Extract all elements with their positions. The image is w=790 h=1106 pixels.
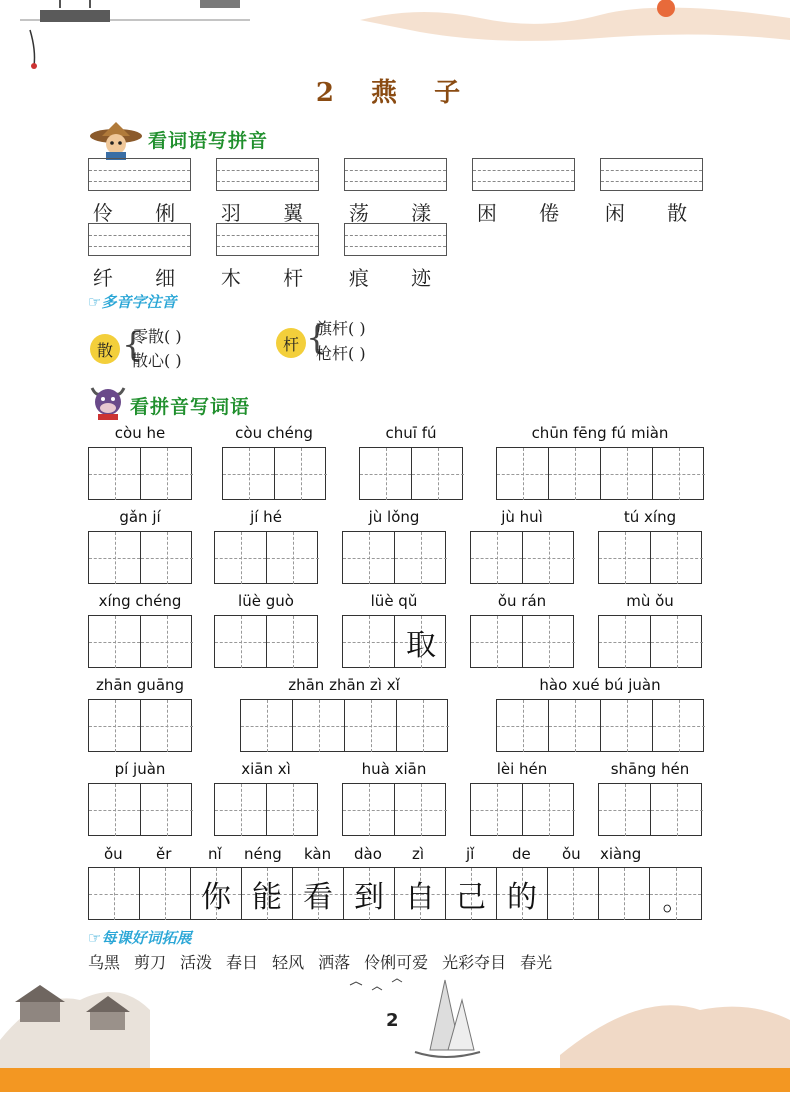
subsection-extension: ☞每课好词拓展 <box>88 929 192 947</box>
section-title-write-pinyin: 看词语写拼音 <box>148 130 269 152</box>
grid-guide <box>599 642 650 643</box>
guide-line <box>601 181 702 182</box>
character-grid <box>88 783 192 836</box>
pinyin-prompt: jí hé <box>250 508 282 526</box>
subsection-polyphone: ☞多音字注音 <box>88 293 177 311</box>
grid-cell[interactable] <box>215 532 267 584</box>
grid-guide <box>343 642 394 643</box>
grid-cell[interactable] <box>497 700 549 752</box>
grid-cell[interactable] <box>343 616 395 668</box>
grid-cell[interactable] <box>523 616 575 668</box>
guide-line <box>345 235 446 236</box>
grid-cell[interactable] <box>141 532 193 584</box>
pinyin-prompt: còu chéng <box>235 424 313 442</box>
grid-guide <box>548 894 598 895</box>
character-grid <box>598 615 702 668</box>
guide-line <box>217 170 318 171</box>
grid-guide <box>141 558 193 559</box>
grid-guide <box>89 894 139 895</box>
grid-cell[interactable] <box>523 532 575 584</box>
grid-cell[interactable] <box>343 532 395 584</box>
grid-cell[interactable] <box>223 448 275 500</box>
grid-cell[interactable] <box>293 868 344 920</box>
grid-cell[interactable] <box>601 448 653 500</box>
grid-cell[interactable] <box>140 868 191 920</box>
guide-line <box>217 181 318 182</box>
section-title-write-words: 看拼音写词语 <box>130 396 251 418</box>
polyphone-char-2: 杆 <box>276 328 306 358</box>
grid-cell[interactable] <box>141 616 193 668</box>
grid-guide <box>267 810 319 811</box>
grid-guide <box>601 726 652 727</box>
polyphone-1b[interactable]: 散心( ) <box>132 351 182 370</box>
pinyin-prompt: còu he <box>114 424 166 442</box>
sentence-pinyin: néng <box>244 845 282 863</box>
polyphone-char-1: 散 <box>90 334 120 364</box>
grid-cell[interactable] <box>497 868 548 920</box>
grid-guide <box>523 558 575 559</box>
grid-guide <box>89 558 140 559</box>
grid-guide <box>241 726 292 727</box>
character-grid <box>359 447 463 500</box>
polyphone-1a[interactable]: 零散( ) <box>132 327 182 346</box>
grid-cell[interactable] <box>344 868 395 920</box>
vocab-word: 羽 翼 <box>220 201 322 225</box>
character-grid <box>88 699 192 752</box>
guide-line <box>473 170 574 171</box>
pinyin-answer-box[interactable] <box>344 158 447 191</box>
pinyin-answer-box[interactable] <box>472 158 575 191</box>
pinyin-prompt: lèi hén <box>496 760 548 778</box>
pinyin-answer-box[interactable] <box>600 158 703 191</box>
guide-line <box>345 181 446 182</box>
mascot-bull-icon <box>88 382 128 420</box>
grid-guide <box>653 474 705 475</box>
grid-guide <box>549 726 600 727</box>
sentence-pinyin: xiàng <box>600 845 642 863</box>
grid-cell[interactable] <box>191 868 242 920</box>
grid-cell[interactable] <box>446 868 497 920</box>
grid-cell[interactable] <box>267 784 319 836</box>
grid-cell[interactable] <box>653 700 705 752</box>
character-grid <box>598 783 702 836</box>
grid-guide <box>471 642 522 643</box>
character-grid <box>88 615 192 668</box>
sentence-pinyin: jǐ <box>466 845 475 863</box>
grid-guide <box>89 642 140 643</box>
extension-word: 伶俐可爱 <box>364 953 429 972</box>
pinyin-prompt: xiān xì <box>241 760 291 778</box>
pinyin-prompt: chuī fú <box>385 424 437 442</box>
vocab-word: 困 倦 <box>476 201 578 225</box>
grid-cell[interactable] <box>549 448 601 500</box>
grid-cell[interactable] <box>601 700 653 752</box>
pinyin-prompt: gǎn jí <box>119 508 161 526</box>
grid-guide <box>523 810 575 811</box>
pinyin-prompt: ǒu rán <box>497 592 547 610</box>
character-grid <box>88 447 192 500</box>
grid-cell[interactable] <box>653 448 705 500</box>
character-grid <box>342 783 446 836</box>
grid-cell[interactable] <box>497 448 549 500</box>
guide-line <box>89 170 190 171</box>
grid-guide <box>497 726 548 727</box>
character-grid <box>222 447 326 500</box>
grid-cell[interactable] <box>267 616 319 668</box>
grid-cell[interactable] <box>599 616 651 668</box>
bottom-orange-bar <box>0 1068 790 1092</box>
character-grid <box>470 531 574 584</box>
guide-line <box>89 235 190 236</box>
character-grid <box>214 615 318 668</box>
grid-guide <box>215 558 266 559</box>
page-number: 2 <box>386 1010 399 1031</box>
pinyin-prompt: hào xué bú juàn <box>539 676 661 694</box>
filled-character: 取 <box>406 628 436 663</box>
character-grid <box>88 531 192 584</box>
grid-guide <box>215 810 266 811</box>
grid-guide <box>395 810 447 811</box>
grid-guide <box>89 810 140 811</box>
pinyin-answer-box[interactable] <box>216 223 319 256</box>
grid-cell[interactable] <box>395 868 446 920</box>
guide-line <box>217 246 318 247</box>
vocab-word: 木 杆 <box>220 266 322 290</box>
grid-cell[interactable] <box>395 616 447 668</box>
grid-guide <box>397 726 449 727</box>
grid-guide <box>141 810 193 811</box>
grid-cell[interactable] <box>395 784 447 836</box>
grid-guide <box>471 810 522 811</box>
filled-character: 看 <box>303 880 333 915</box>
pinyin-answer-box[interactable] <box>216 158 319 191</box>
character-grid <box>214 783 318 836</box>
extension-word: 洒落 <box>318 953 351 972</box>
grid-cell[interactable] <box>89 532 141 584</box>
polyphone-2a[interactable]: 旗杆( ) <box>316 319 366 338</box>
grid-cell[interactable] <box>293 700 345 752</box>
grid-guide <box>267 558 319 559</box>
grid-guide <box>412 474 464 475</box>
grid-cell[interactable] <box>549 700 601 752</box>
pinyin-answer-box[interactable] <box>88 158 191 191</box>
filled-character: 。 <box>662 887 689 917</box>
guide-line <box>89 181 190 182</box>
grid-cell[interactable] <box>651 784 703 836</box>
vocab-word: 伶 俐 <box>92 201 194 225</box>
sentence-pinyin: dào <box>354 845 382 863</box>
vocab-word: 痕 迹 <box>348 266 450 290</box>
sentence-pinyin: nǐ <box>208 845 222 863</box>
grid-cell[interactable] <box>397 700 449 752</box>
character-grid <box>342 615 446 668</box>
grid-cell[interactable] <box>215 616 267 668</box>
grid-cell[interactable] <box>599 784 651 836</box>
grid-guide <box>651 810 703 811</box>
grid-guide <box>343 558 394 559</box>
grid-cell[interactable] <box>471 616 523 668</box>
character-grid <box>342 531 446 584</box>
grid-guide <box>497 474 548 475</box>
decorative-bottom-landscape <box>0 930 790 1070</box>
polyphone-2b[interactable]: 枪杆( ) <box>316 344 366 363</box>
grid-guide <box>360 474 411 475</box>
grid-guide <box>651 642 703 643</box>
vocab-word: 闲 散 <box>604 201 706 225</box>
grid-guide <box>345 726 396 727</box>
grid-cell[interactable] <box>650 868 701 920</box>
character-grid <box>598 531 702 584</box>
grid-guide <box>267 642 319 643</box>
extension-word: 活泼 <box>180 953 213 972</box>
pinyin-prompt: jù lǒng <box>368 508 420 526</box>
grid-guide <box>293 726 344 727</box>
grid-guide <box>549 474 600 475</box>
pinyin-prompt: lüè guò <box>238 592 294 610</box>
grid-cell[interactable] <box>651 616 703 668</box>
pinyin-prompt: xíng chéng <box>98 592 182 610</box>
pinyin-prompt: jù huì <box>501 508 543 526</box>
grid-cell[interactable] <box>141 784 193 836</box>
grid-guide <box>599 558 650 559</box>
vocab-word: 纤 细 <box>92 266 194 290</box>
grid-guide <box>471 558 522 559</box>
grid-cell[interactable] <box>242 868 293 920</box>
grid-cell[interactable] <box>241 700 293 752</box>
pinyin-answer-box[interactable] <box>344 223 447 256</box>
pinyin-prompt: mù ǒu <box>626 592 674 610</box>
pinyin-prompt: huà xiān <box>361 760 427 778</box>
grid-cell[interactable] <box>343 784 395 836</box>
sentence-grid <box>88 867 702 920</box>
guide-line <box>601 170 702 171</box>
pinyin-prompt: zhān zhān zì xǐ <box>288 676 400 694</box>
sentence-pinyin: ěr <box>156 845 172 863</box>
grid-cell[interactable] <box>89 448 141 500</box>
grid-cell[interactable] <box>141 700 193 752</box>
pinyin-answer-box[interactable] <box>88 223 191 256</box>
guide-line <box>473 181 574 182</box>
extension-word: 乌黑 <box>88 953 121 972</box>
filled-character: 自 <box>405 880 435 915</box>
pinyin-prompt: chūn fēng fú miàn <box>531 424 669 442</box>
guide-line <box>217 235 318 236</box>
filled-character: 你 <box>201 880 231 915</box>
character-grid <box>496 447 704 500</box>
sentence-pinyin: kàn <box>304 845 332 863</box>
grid-guide <box>141 642 193 643</box>
character-grid <box>214 531 318 584</box>
pinyin-prompt: tú xíng <box>623 508 677 526</box>
grid-guide <box>343 810 394 811</box>
grid-guide <box>395 558 447 559</box>
grid-cell[interactable] <box>215 784 267 836</box>
pinyin-prompt: lüè qǔ <box>370 592 418 610</box>
guide-line <box>345 246 446 247</box>
grid-cell[interactable] <box>275 448 327 500</box>
grid-guide <box>601 474 652 475</box>
extension-word: 春光 <box>520 953 553 972</box>
sentence-pinyin: de <box>512 845 531 863</box>
decorative-top-illustration <box>0 0 790 80</box>
grid-guide <box>653 726 705 727</box>
filled-character: 到 <box>354 880 384 915</box>
grid-guide <box>599 894 649 895</box>
character-grid <box>496 699 704 752</box>
grid-cell[interactable] <box>345 700 397 752</box>
grid-cell[interactable] <box>89 616 141 668</box>
sentence-pinyin: zì <box>412 845 425 863</box>
grid-guide <box>141 726 193 727</box>
grid-guide <box>651 558 703 559</box>
grid-cell[interactable] <box>89 700 141 752</box>
guide-line <box>345 170 446 171</box>
grid-cell[interactable] <box>395 532 447 584</box>
grid-cell[interactable] <box>651 532 703 584</box>
extension-word: 光彩夺目 <box>442 953 507 972</box>
grid-guide <box>140 894 190 895</box>
pinyin-prompt: zhān guāng <box>95 676 185 694</box>
page-title: 2 燕 子 <box>315 78 475 108</box>
grid-cell[interactable] <box>599 868 650 920</box>
guide-line <box>89 246 190 247</box>
grid-guide <box>523 642 575 643</box>
character-grid <box>240 699 448 752</box>
grid-cell[interactable] <box>360 448 412 500</box>
grid-guide <box>599 810 650 811</box>
grid-cell[interactable] <box>471 532 523 584</box>
pinyin-prompt: shāng hén <box>610 760 690 778</box>
extension-word: 春日 <box>226 953 259 972</box>
grid-cell[interactable] <box>599 532 651 584</box>
pinyin-prompt: pí juàn <box>114 760 166 778</box>
grid-cell[interactable] <box>412 448 464 500</box>
extension-word: 轻风 <box>272 953 305 972</box>
extension-word: 剪刀 <box>134 953 167 972</box>
filled-character: 己 <box>456 880 486 915</box>
sentence-pinyin: ǒu <box>104 845 123 863</box>
grid-cell[interactable] <box>523 784 575 836</box>
grid-cell[interactable] <box>548 868 599 920</box>
vocab-word: 荡 漾 <box>348 201 450 225</box>
grid-guide <box>89 474 140 475</box>
grid-guide <box>141 474 193 475</box>
grid-guide <box>223 474 274 475</box>
character-grid <box>470 615 574 668</box>
mascot-hat-icon <box>88 118 144 162</box>
grid-cell[interactable] <box>89 784 141 836</box>
filled-character: 的 <box>507 880 537 915</box>
grid-cell[interactable] <box>89 868 140 920</box>
sentence-pinyin: ǒu <box>562 845 581 863</box>
grid-cell[interactable] <box>471 784 523 836</box>
grid-guide <box>89 726 140 727</box>
filled-character: 能 <box>252 880 282 915</box>
grid-guide <box>275 474 327 475</box>
grid-guide <box>215 642 266 643</box>
grid-cell[interactable] <box>141 448 193 500</box>
grid-cell[interactable] <box>267 532 319 584</box>
character-grid <box>470 783 574 836</box>
